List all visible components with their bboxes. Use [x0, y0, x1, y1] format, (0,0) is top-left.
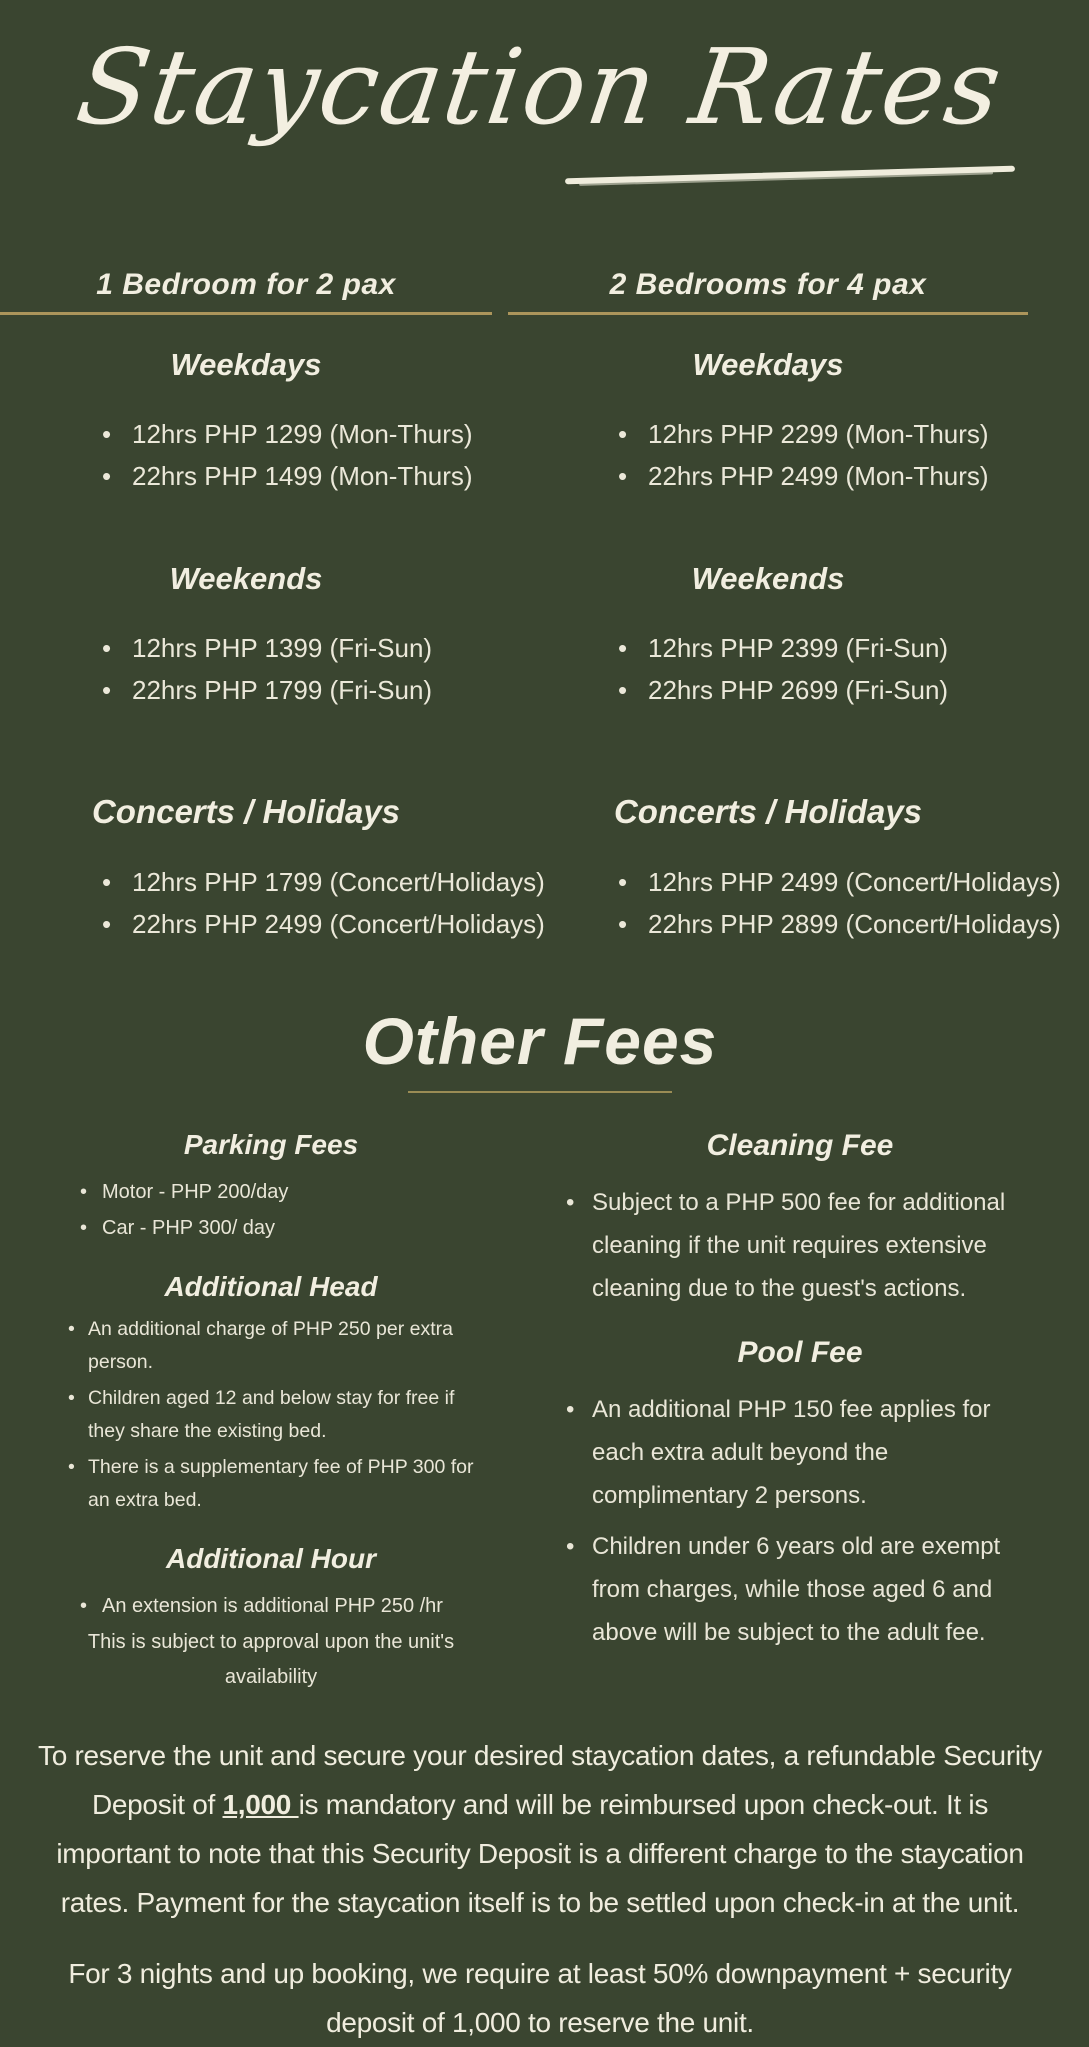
- section-heading-weekdays: Weekdays: [170, 347, 322, 382]
- rate-column-2-inner: [508, 268, 1061, 945]
- rate-column-1-bedroom: [0, 268, 545, 945]
- deposit-text-after: is mandatory and will be reimbursed upon check-out. It is important to note that this Security Deposit is a different charge to the staycation rates. Payment for the staycation itself is to be settled upon check-in at the unit.: [56, 1789, 1024, 1918]
- other-fees-title: Other Fees: [362, 1004, 718, 1078]
- security-deposit-paragraph: [35, 1731, 1045, 1927]
- deposit-text-before: To reserve the unit and secure your desired staycation dates, a refundable Security Deposit of: [38, 1740, 1042, 1820]
- section-heading-weekends: Weekends: [169, 561, 323, 596]
- fee-list-pool: [560, 1388, 1040, 1654]
- rate-item: • 22hrs PHP 1799 (Fri-Sun): [96, 669, 492, 711]
- rate-item: • 22hrs PHP 2899 (Concert/Holidays): [612, 903, 1028, 945]
- fee-heading-pool: Pool Fee: [737, 1336, 863, 1369]
- rate-list-concerts-holidays: [0, 861, 545, 945]
- fee-item: • Children aged 12 and below stay for free if they share the existing bed.: [62, 1382, 486, 1448]
- poster-header: [0, 0, 1080, 232]
- fee-item: • Car - PHP 300/ day: [74, 1211, 486, 1245]
- fee-item: • An additional PHP 150 fee applies for each extra adult beyond the complimentary 2 persons.: [560, 1388, 1040, 1517]
- title-brush-underline: [565, 166, 1015, 185]
- fee-item: • Children under 6 years old are exempt from charges, while those aged 6 and above will be subject to the adult fee.: [560, 1525, 1040, 1654]
- fee-heading-additional-head: Additional Head: [164, 1271, 378, 1302]
- other-fees-section: [0, 1003, 1080, 1695]
- rate-column-2-bedrooms: [540, 268, 1080, 945]
- fee-heading-parking: Parking Fees: [183, 1129, 359, 1160]
- rate-item: • 12hrs PHP 1399 (Fri-Sun): [96, 627, 492, 669]
- rate-item: • 12hrs PHP 1799 (Concert/Holidays): [96, 861, 492, 903]
- fee-heading-cleaning: Cleaning Fee: [706, 1129, 894, 1162]
- rate-item: • 22hrs PHP 2499 (Mon-Thurs): [612, 455, 1028, 497]
- section-heading-concerts-holidays: Concerts / Holidays: [613, 793, 923, 830]
- rate-item: • 12hrs PHP 1299 (Mon-Thurs): [96, 413, 492, 455]
- column-divider: [508, 312, 1028, 315]
- rate-list-weekends: [0, 627, 492, 711]
- other-fees-grid: [0, 1103, 1080, 1695]
- fee-item: • An additional charge of PHP 250 per extra person.: [62, 1313, 486, 1379]
- fee-list-additional-hour: [56, 1589, 486, 1623]
- deposit-amount: 1,000: [222, 1789, 299, 1820]
- column-header-1-bedroom: 1 Bedroom for 2 pax: [96, 268, 396, 301]
- rate-item: • 22hrs PHP 1499 (Mon-Thurs): [96, 455, 492, 497]
- fee-item: • Motor - PHP 200/day: [74, 1175, 486, 1209]
- availability-note: This is subject to approval upon the unit's availability: [87, 1631, 455, 1688]
- fee-list-cleaning: [560, 1181, 1040, 1310]
- fee-item: • An extension is additional PHP 250 /hr: [74, 1589, 486, 1623]
- other-fees-underline: [408, 1091, 672, 1093]
- rate-item: • 22hrs PHP 2499 (Concert/Holidays): [96, 903, 492, 945]
- section-heading-weekdays: Weekdays: [692, 347, 844, 382]
- fee-list-additional-head: [56, 1313, 486, 1517]
- fee-list-parking: [56, 1175, 486, 1245]
- fee-heading-additional-hour: Additional Hour: [166, 1543, 376, 1574]
- section-heading-concerts-holidays: Concerts / Holidays: [91, 793, 401, 830]
- rate-item: • 12hrs PHP 2399 (Fri-Sun): [612, 627, 1028, 669]
- rate-column-1-inner: [0, 268, 545, 945]
- footer-notes: [0, 1731, 1080, 2047]
- page-title: Staycation Rates: [69, 26, 1011, 148]
- fees-left-column: [56, 1103, 486, 1695]
- fee-item: • Subject to a PHP 500 fee for additional cleaning if the unit requires extensive cleaning due to the guest's actions.: [560, 1181, 1040, 1310]
- rate-list-concerts-holidays: [508, 861, 1061, 945]
- rate-list-weekdays: [508, 413, 1028, 497]
- fees-right-column: [560, 1103, 1040, 1695]
- rate-list-weekends: [508, 627, 1028, 711]
- rate-list-weekdays: [0, 413, 492, 497]
- rate-item: • 22hrs PHP 2699 (Fri-Sun): [612, 669, 1028, 711]
- section-heading-weekends: Weekends: [691, 561, 845, 596]
- column-header-2-bedrooms: 2 Bedrooms for 4 pax: [609, 268, 927, 301]
- rate-item: • 12hrs PHP 2499 (Concert/Holidays): [612, 861, 1028, 903]
- column-divider: [0, 312, 492, 315]
- fee-item: • There is a supplementary fee of PHP 300 for an extra bed.: [62, 1451, 486, 1517]
- rate-item: • 12hrs PHP 2299 (Mon-Thurs): [612, 413, 1028, 455]
- rates-section: [0, 268, 1080, 945]
- booking-downpayment-note: For 3 nights and up booking, we require at least 50% downpayment + security deposit of 1,000 to reserve the unit.: [68, 1958, 1012, 2038]
